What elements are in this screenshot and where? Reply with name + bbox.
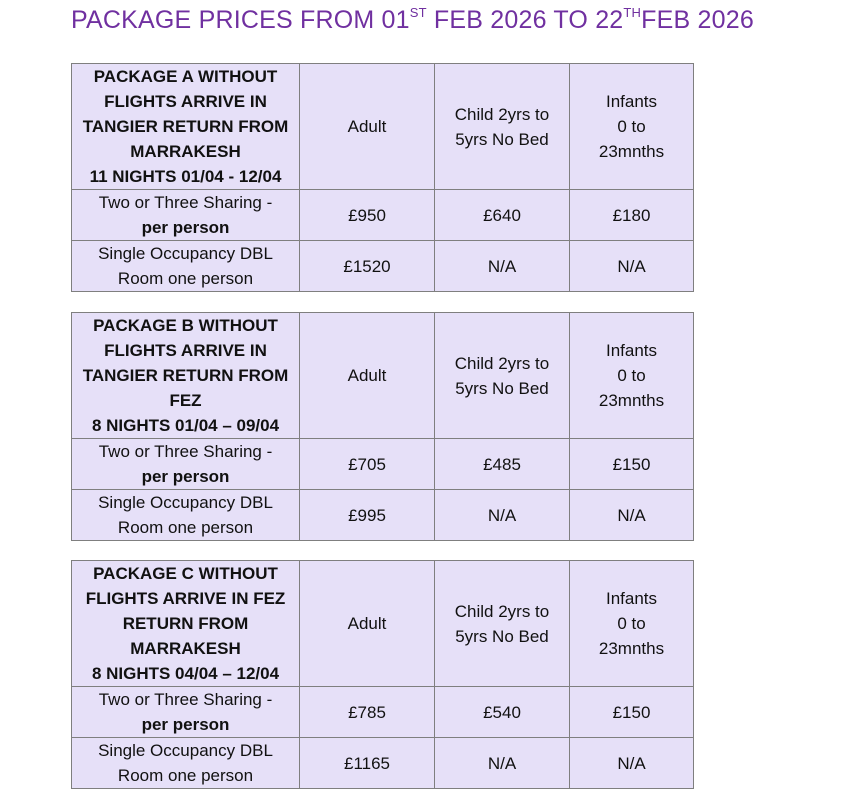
package-name: PACKAGE C WITHOUT FLIGHTS ARRIVE IN FEZ RETURN FROM MARRAKESH 8 NIGHTS 04/04 – 12/04 bbox=[72, 561, 300, 687]
price-child: £485 bbox=[435, 439, 570, 490]
row-label-sharing: Two or Three Sharing - per person bbox=[72, 439, 300, 490]
price-infant: £150 bbox=[570, 687, 694, 738]
price-child: N/A bbox=[435, 738, 570, 789]
column-header-child: Child 2yrs to 5yrs No Bed bbox=[435, 561, 570, 687]
row-label-sharing: Two or Three Sharing - per person bbox=[72, 190, 300, 241]
column-header-adult: Adult bbox=[300, 64, 435, 190]
price-child: £540 bbox=[435, 687, 570, 738]
table-row bbox=[72, 490, 694, 541]
package-a-table bbox=[71, 63, 694, 292]
table-row bbox=[72, 190, 694, 241]
column-header-child: Child 2yrs to 5yrs No Bed bbox=[435, 64, 570, 190]
price-child: N/A bbox=[435, 490, 570, 541]
column-header-adult: Adult bbox=[300, 313, 435, 439]
price-infant: £180 bbox=[570, 190, 694, 241]
package-b-table bbox=[71, 312, 694, 541]
package-c-table bbox=[71, 560, 694, 789]
table-row bbox=[72, 687, 694, 738]
column-header-infant: Infants 0 to 23mnths bbox=[570, 313, 694, 439]
price-adult: £950 bbox=[300, 190, 435, 241]
price-adult: £785 bbox=[300, 687, 435, 738]
table-row bbox=[72, 439, 694, 490]
package-name: PACKAGE A WITHOUT FLIGHTS ARRIVE IN TANGIER RETURN FROM MARRAKESH 11 NIGHTS 01/04 - 12/04 bbox=[72, 64, 300, 190]
column-header-infant: Infants 0 to 23mnths bbox=[570, 561, 694, 687]
column-header-adult: Adult bbox=[300, 561, 435, 687]
price-infant: N/A bbox=[570, 490, 694, 541]
price-child: £640 bbox=[435, 190, 570, 241]
price-infant: N/A bbox=[570, 241, 694, 292]
price-infant: N/A bbox=[570, 738, 694, 789]
row-label-single: Single Occupancy DBL Room one person bbox=[72, 241, 300, 292]
price-adult: £1520 bbox=[300, 241, 435, 292]
table-row bbox=[72, 738, 694, 789]
price-adult: £995 bbox=[300, 490, 435, 541]
price-infant: £150 bbox=[570, 439, 694, 490]
price-adult: £705 bbox=[300, 439, 435, 490]
row-label-single: Single Occupancy DBL Room one person bbox=[72, 738, 300, 789]
price-adult: £1165 bbox=[300, 738, 435, 789]
row-label-single: Single Occupancy DBL Room one person bbox=[72, 490, 300, 541]
column-header-infant: Infants 0 to 23mnths bbox=[570, 64, 694, 190]
row-label-sharing: Two or Three Sharing - per person bbox=[72, 687, 300, 738]
table-row bbox=[72, 241, 694, 292]
package-name: PACKAGE B WITHOUT FLIGHTS ARRIVE IN TANGIER RETURN FROM FEZ 8 NIGHTS 01/04 – 09/04 bbox=[72, 313, 300, 439]
column-header-child: Child 2yrs to 5yrs No Bed bbox=[435, 313, 570, 439]
price-child: N/A bbox=[435, 241, 570, 292]
page-title: PACKAGE PRICES FROM 01ST FEB 2026 TO 22THFEB 2026 bbox=[71, 4, 754, 34]
